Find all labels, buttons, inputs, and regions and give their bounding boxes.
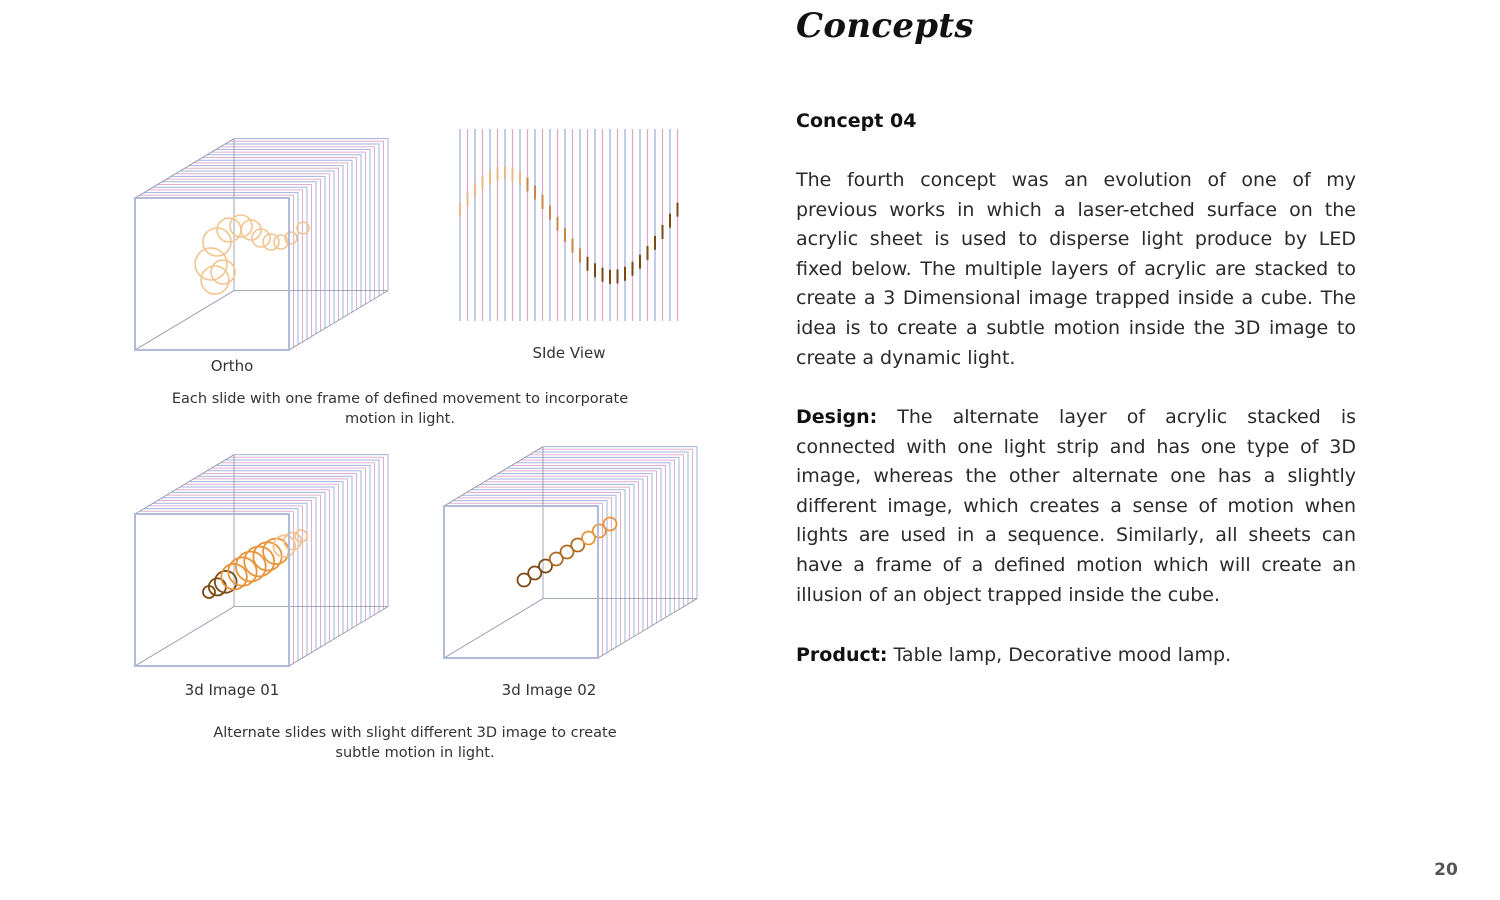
image02-cube-figure <box>434 438 704 668</box>
ortho-caption: Ortho <box>210 357 254 375</box>
bottom-figure-caption: Alternate slides with slight different 3D image to create subtle motion in light. <box>213 725 617 761</box>
ortho-cube-figure <box>125 130 395 360</box>
page-number: 20 <box>1434 860 1458 880</box>
design-label: Design: <box>796 406 878 428</box>
image02-caption: 3d Image 02 <box>501 681 597 699</box>
product-paragraph <box>796 641 1356 671</box>
design-paragraph <box>796 403 1356 610</box>
side-view-caption: SIde View <box>532 344 606 362</box>
product-text: Table lamp, Decorative mood lamp. <box>893 644 1232 666</box>
image01-caption: 3d Image 01 <box>184 681 280 699</box>
side-view-figure <box>455 125 695 330</box>
image01-cube-figure <box>125 446 395 676</box>
concept-subheading: Concept 04 <box>796 110 917 132</box>
top-figure-caption: Each slide with one frame of defined movement to incorporate motion in light. <box>171 391 629 427</box>
intro-paragraph: The fourth concept was an evolution of one of my previous works in which a laser-etched surface on the acrylic sheet is used to disperse light produce by LED fixed below. The multiple layers of acrylic are stacked to create a 3 Dimensional image trapped inside a cube. The idea is to create a subtle motion inside the 3D image to create a dynamic light. <box>796 169 1356 369</box>
design-text: The alternate layer of acrylic stacked is connected with one light strip and has one type of 3D image, whereas the other alternate one has a slightly different image, which creates a sense of motion when lights are used in a sequence. Similarly, all sheets can have a frame of a defined motion which will create an illusion of an object trapped inside the cube. <box>796 406 1356 606</box>
page-title: Concepts <box>796 6 974 46</box>
product-label: Product: <box>796 644 888 666</box>
